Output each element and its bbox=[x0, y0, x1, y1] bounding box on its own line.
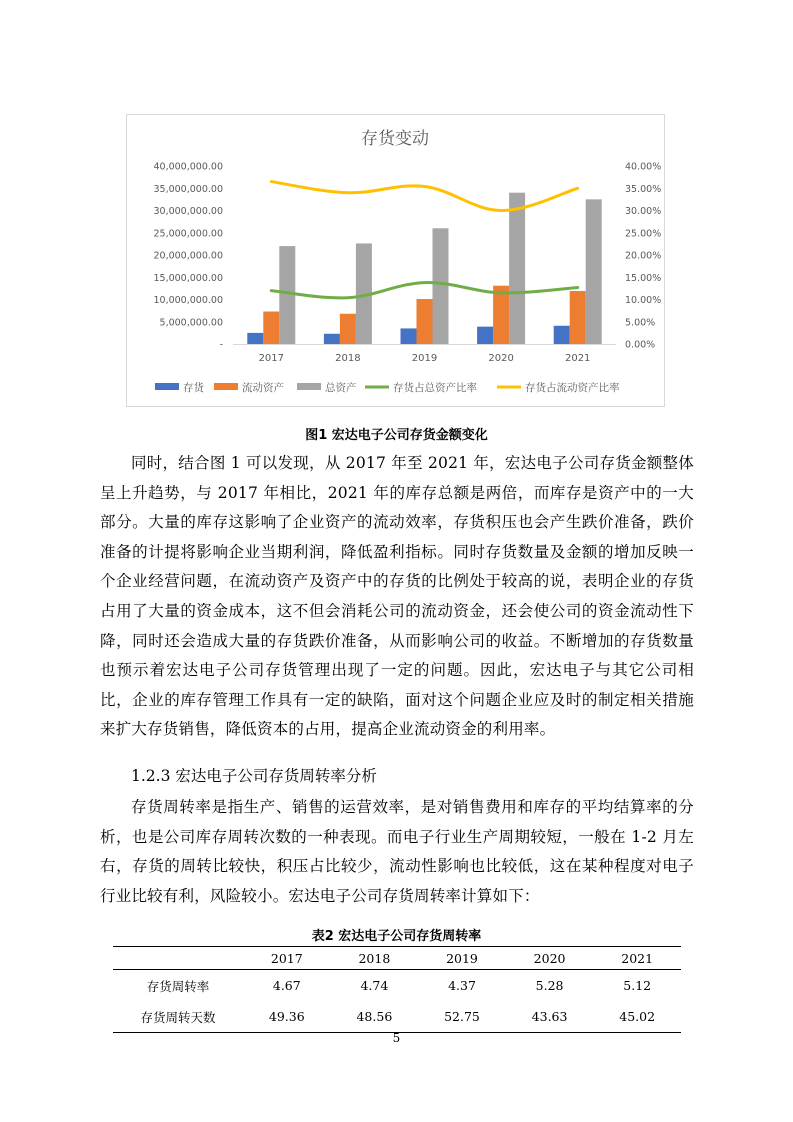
figure-caption: 图1 宏达电子公司存货金额变化 bbox=[305, 428, 488, 443]
table-row bbox=[113, 970, 681, 1002]
y-left-tick-label: 10,000,000.00 bbox=[153, 295, 223, 306]
legend-label: 存货 bbox=[183, 382, 204, 394]
bar-存货 bbox=[554, 326, 570, 344]
y-right-tick-label: 15.00% bbox=[625, 272, 662, 284]
bar-存货 bbox=[477, 327, 493, 344]
legend-label: 存货占流动资产比率 bbox=[525, 382, 620, 394]
table-cell: 5.28 bbox=[535, 978, 564, 993]
body-paragraph-1: 同时，结合图 1 可以发现，从 2017 年至 2021 年，宏达电子公司存货金额整体呈上升趋势，与 2017 年相比，2021 年的库存总额是两倍，而库存是资产中的一大部分。大量的库存这影响了企业资产的流动效率，存货积压也会产生跌价准备，跌价准备的计提将影响企业当期利润，降低盈利指标。同时存货数量及金额的增加反映一个企业经营问题，在流动资产及资产中的存货的比例处于较高的说，表明企业的存货占用了大量的资金成本，这不但会消耗公司的流动资金，还会使公司的资金流动性下降，同时还会造成大量的存货跌价准备，从而影响公司的收益。不断增加的存货数量也预示着宏达电子公司存货管理出现了一定的问题。因此，宏达电子与其它公司相比，企业的库存管理工作具有一定的缺陷，面对这个问题企业应及时的制定相关措施来扩大存货销售，降低资本的占用，提高企业流动资金的利用率。 bbox=[100, 454, 694, 739]
legend-label: 流动资产 bbox=[242, 382, 284, 394]
y-right-tick-label: 10.00% bbox=[625, 295, 662, 306]
x-tick-label: 2021 bbox=[564, 353, 591, 364]
turnover-table bbox=[113, 946, 681, 1033]
y-left-tick-label: 5,000,000.00 bbox=[159, 317, 223, 329]
table-cell: 4.74 bbox=[360, 978, 389, 993]
bar-总资产 bbox=[586, 199, 602, 344]
table-row bbox=[113, 1001, 681, 1033]
table-header-cell: 2018 bbox=[331, 947, 419, 970]
x-tick-label: 2017 bbox=[258, 353, 285, 364]
table-cell: 43.63 bbox=[506, 1001, 594, 1033]
y-right-tick-label: 20.00% bbox=[625, 250, 662, 262]
page-number: 5 bbox=[392, 1031, 401, 1045]
bar-存货 bbox=[247, 333, 263, 344]
series-line-存货占流动资产比率 bbox=[271, 182, 577, 211]
bar-流动资产 bbox=[570, 291, 586, 344]
y-right-tick-label: 0.00% bbox=[625, 339, 656, 351]
body-paragraph-2: 存货周转率是指生产、销售的运营效率，是对销售费用和库存的平均结算率的分析，也是公司库存周转次数的一种表现。而电子行业生产周期较短，一般在 1-2 月左右，存货的周转比较快，积压占比较少，流动性影响也比较低，这在某种程度对电子行业比较有利，风险较小。宏达电子公司存货周转率计算如下： bbox=[100, 798, 694, 905]
legend-label: 总资产 bbox=[325, 382, 357, 394]
x-tick-label: 2019 bbox=[411, 353, 438, 364]
chart-title: 存货变动 bbox=[361, 129, 429, 149]
x-tick-label: 2020 bbox=[488, 353, 514, 364]
chart-container bbox=[126, 114, 665, 407]
table-cell: 48.56 bbox=[331, 1001, 419, 1033]
bar-存货 bbox=[401, 328, 417, 344]
table-header-cell: 2017 bbox=[243, 947, 331, 970]
legend-swatch-总资产 bbox=[297, 383, 321, 390]
bar-流动资产 bbox=[417, 299, 433, 344]
table-cell: 4.67 bbox=[272, 978, 301, 993]
y-left-tick-label: 35,000,000.00 bbox=[153, 183, 223, 195]
table-header-cell bbox=[113, 947, 243, 970]
table-cell: 45.02 bbox=[593, 1001, 681, 1033]
y-right-tick-label: 5.00% bbox=[625, 317, 656, 329]
y-left-tick-label: 30,000,000.00 bbox=[153, 206, 223, 217]
bar-存货 bbox=[324, 334, 340, 344]
row-label: 存货周转天数 bbox=[113, 1001, 243, 1033]
bar-总资产 bbox=[509, 193, 525, 344]
bar-流动资产 bbox=[263, 312, 279, 344]
y-left-tick-label: 20,000,000.00 bbox=[153, 250, 223, 262]
y-right-tick-label: 35.00% bbox=[625, 183, 662, 195]
y-right-tick-label: 30.00% bbox=[625, 206, 662, 217]
table-cell: 52.75 bbox=[418, 1001, 506, 1033]
y-right-tick-label: 25.00% bbox=[625, 228, 662, 240]
y-left-tick-label: 25,000,000.00 bbox=[153, 228, 223, 240]
table-header-row bbox=[113, 947, 681, 970]
series-line-存货占总资产比率 bbox=[271, 283, 577, 298]
table-cell: 4.37 bbox=[448, 978, 476, 993]
y-left-tick-label: - bbox=[219, 339, 223, 351]
table-header-cell: 2019 bbox=[418, 947, 506, 970]
y-left-tick-label: 15,000,000.00 bbox=[153, 272, 223, 284]
legend-swatch-存货 bbox=[155, 383, 179, 390]
bar-总资产 bbox=[433, 228, 449, 344]
bar-流动资产 bbox=[340, 314, 356, 344]
row-label: 存货周转率 bbox=[146, 978, 210, 994]
bar-流动资产 bbox=[493, 286, 509, 344]
legend-swatch-流动资产 bbox=[214, 383, 238, 390]
table-cell: 5.12 bbox=[623, 978, 652, 993]
table-caption: 表2 宏达电子公司存货周转率 bbox=[311, 929, 482, 944]
table-header-cell: 2020 bbox=[506, 947, 594, 970]
y-left-tick-label: 40,000,000.00 bbox=[153, 161, 223, 173]
inventory-change-chart bbox=[127, 115, 664, 406]
legend-label: 存货占总资产比率 bbox=[393, 382, 477, 394]
x-tick-label: 2018 bbox=[335, 353, 361, 364]
table-cell: 49.36 bbox=[243, 1001, 331, 1033]
y-right-tick-label: 40.00% bbox=[625, 161, 662, 173]
table-header-cell: 2021 bbox=[593, 947, 681, 970]
section-heading: 1.2.3 宏达电子公司存货周转率分析 bbox=[131, 767, 377, 785]
